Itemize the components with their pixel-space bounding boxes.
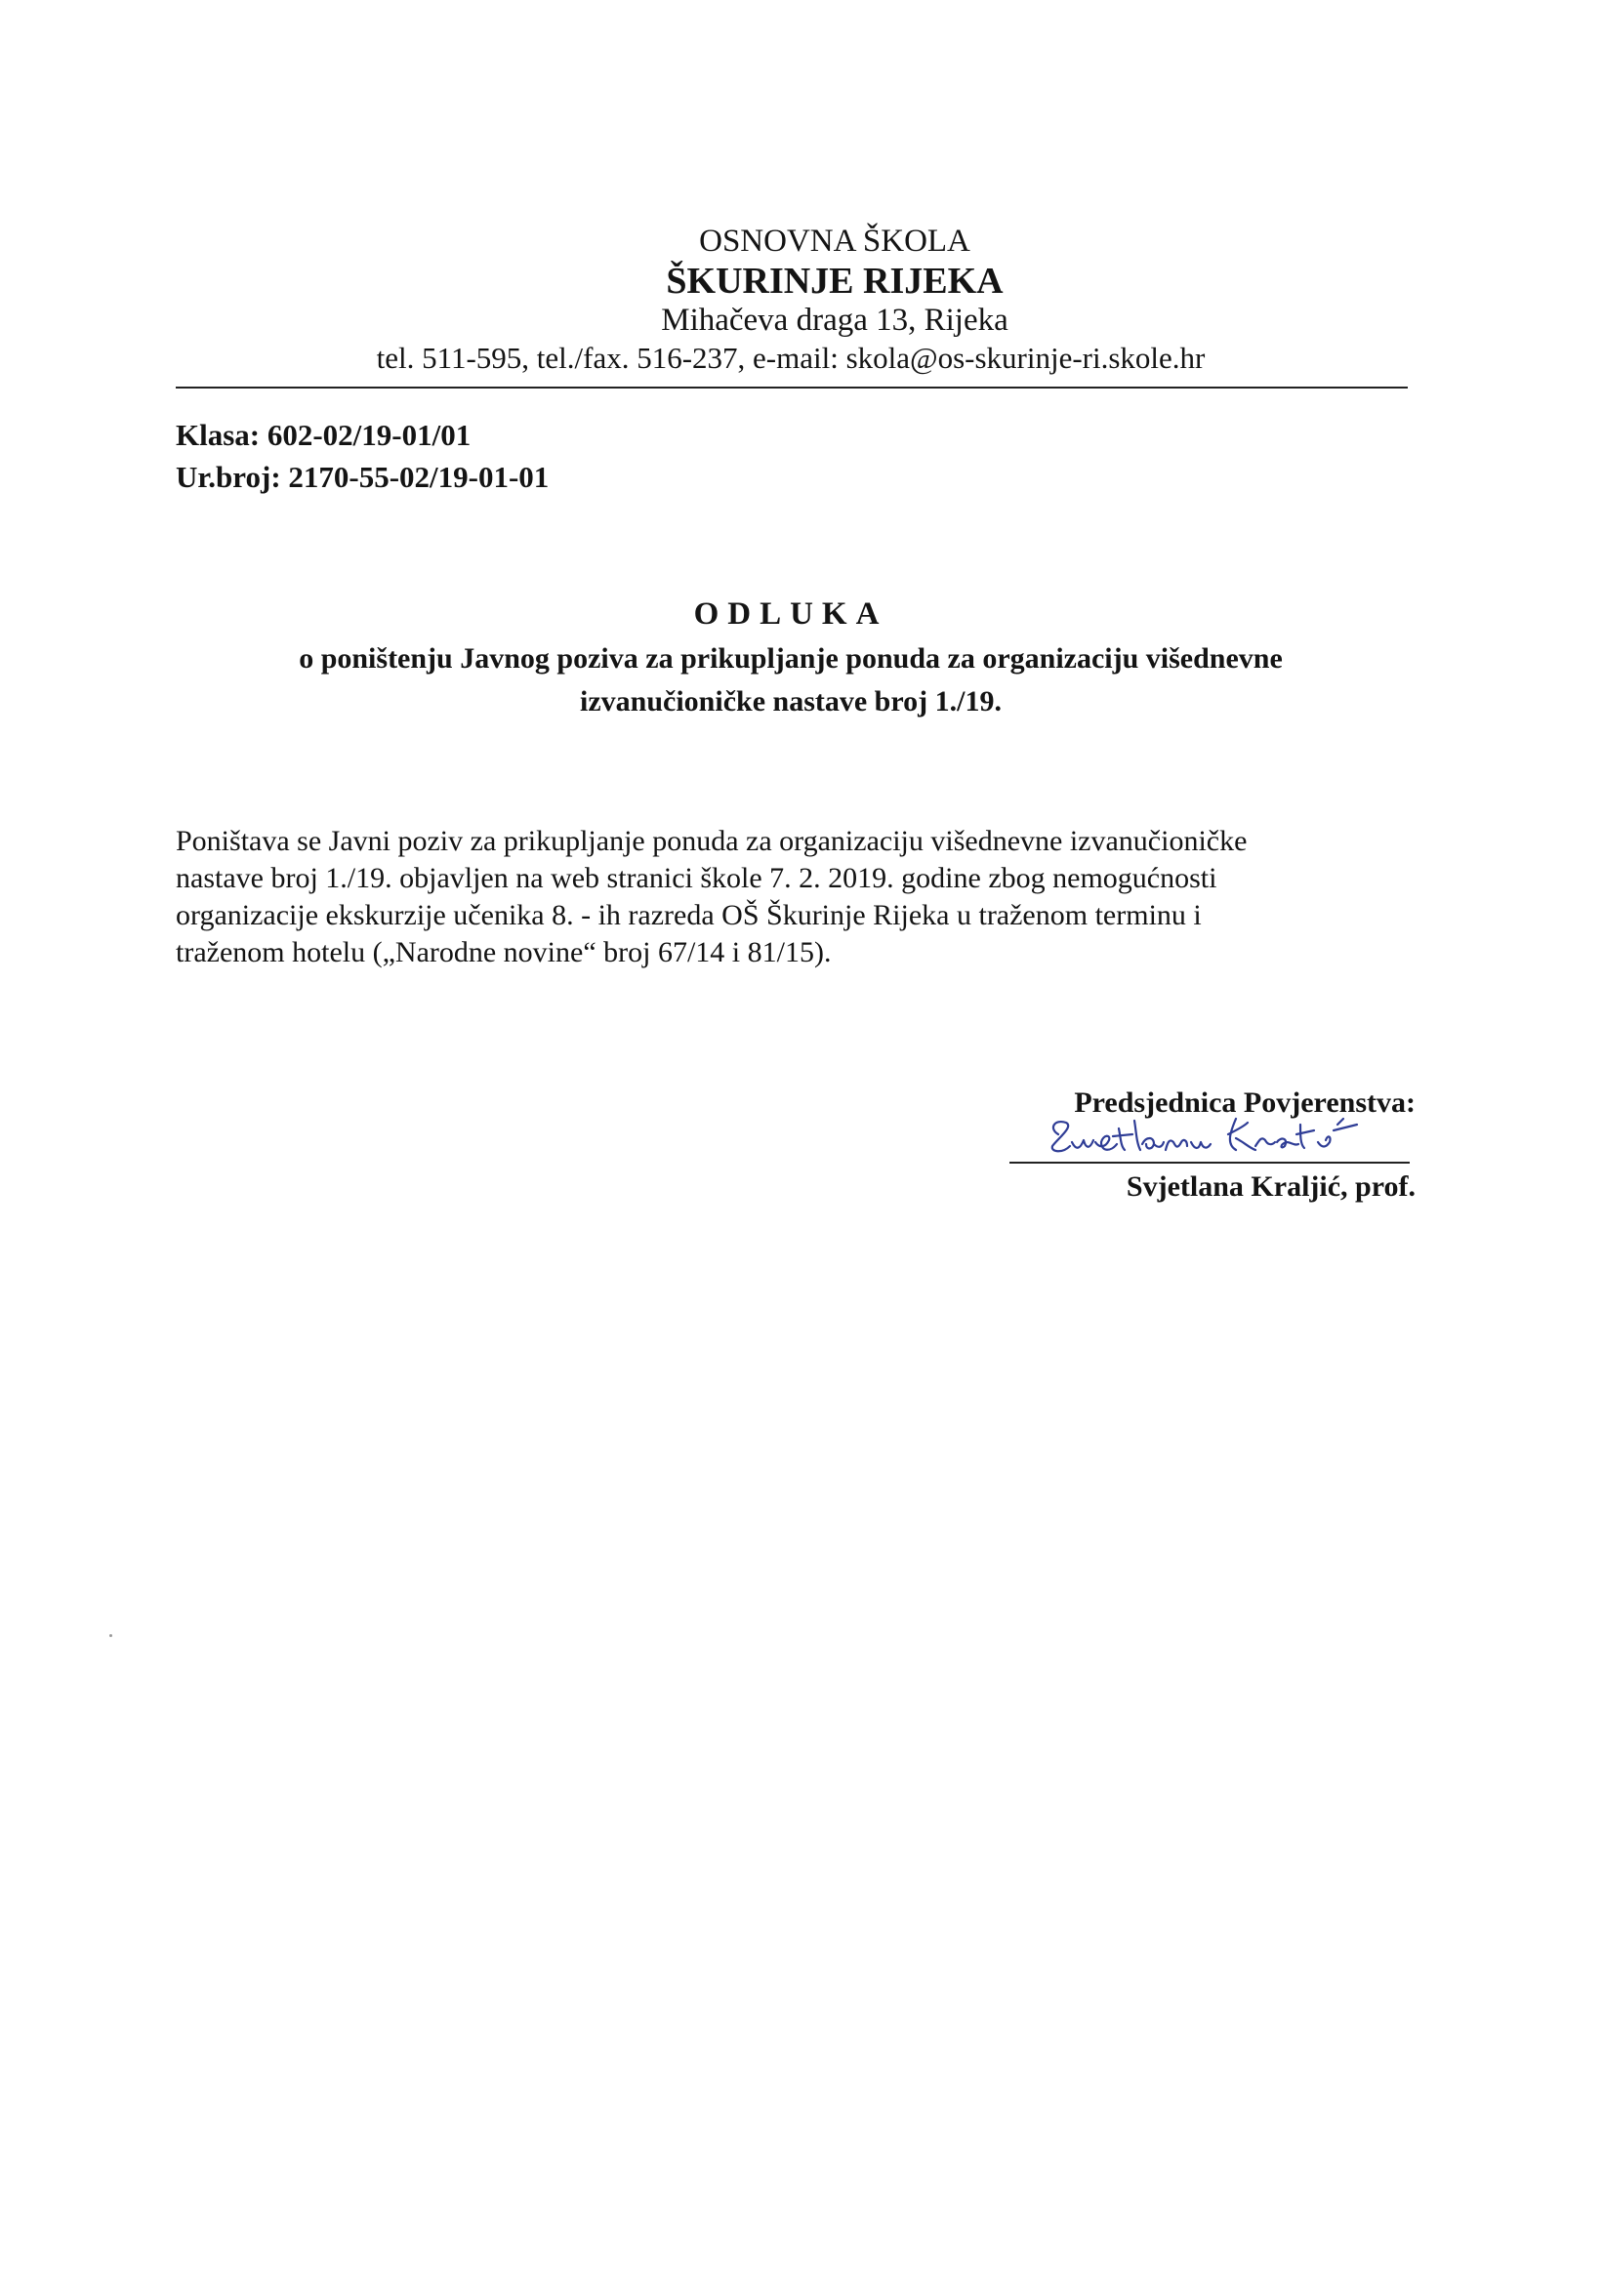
handwritten-signature <box>1045 1113 1377 1168</box>
decision-body <box>176 823 1386 971</box>
letterhead <box>176 223 1406 377</box>
decision-heading <box>156 591 1425 723</box>
decision-subtitle-line-1: o poništenju Javnog poziva za prikupljanje ponuda za organizaciju višednevne <box>299 642 1283 675</box>
letterhead-school-type: OSNOVNA ŠKOLA <box>699 224 970 259</box>
signature-line <box>1009 1162 1410 1164</box>
urbroj-reference: Ur.broj: 2170-55-02/19-01-01 <box>176 460 550 494</box>
decision-subtitle-line-2: izvanučioničke nastave broj 1./19. <box>580 685 1002 718</box>
letterhead-divider <box>176 387 1408 389</box>
letterhead-address: Mihačeva draga 13, Rijeka <box>661 303 1008 338</box>
scan-speck <box>109 1634 112 1637</box>
signature-block <box>986 1084 1416 1207</box>
reference-numbers <box>176 414 549 498</box>
klasa-reference: Klasa: 602-02/19-01/01 <box>176 418 472 452</box>
signatory-name: Svjetlana Kraljić, prof. <box>1126 1170 1416 1203</box>
decision-title: ODLUKA <box>693 596 888 632</box>
body-line: nastave broj 1./19. objavljen na web stranici škole 7. 2. 2019. godine zbog nemogućnosti <box>176 862 1217 894</box>
body-line: organizacije ekskurzije učenika 8. - ih razreda OŠ Škurinje Rijeka u traženom terminu i <box>176 899 1202 931</box>
body-line: traženom hotelu („Narodne novine“ broj 67/14 i 81/15). <box>176 936 832 968</box>
letterhead-contact: tel. 511-595, tel./fax. 516-237, e-mail: skola@os-skurinje-ri.skole.hr <box>376 341 1206 375</box>
signature-area <box>986 1123 1416 1168</box>
body-line: Poništava se Javni poziv za prikupljanje ponuda za organizaciju višednevne izvanučioničke <box>176 825 1248 857</box>
signatory-role: Predsjednica Povjerenstva: <box>1074 1086 1416 1119</box>
letterhead-school-name: ŠKURINJE RIJEKA <box>666 261 1004 302</box>
